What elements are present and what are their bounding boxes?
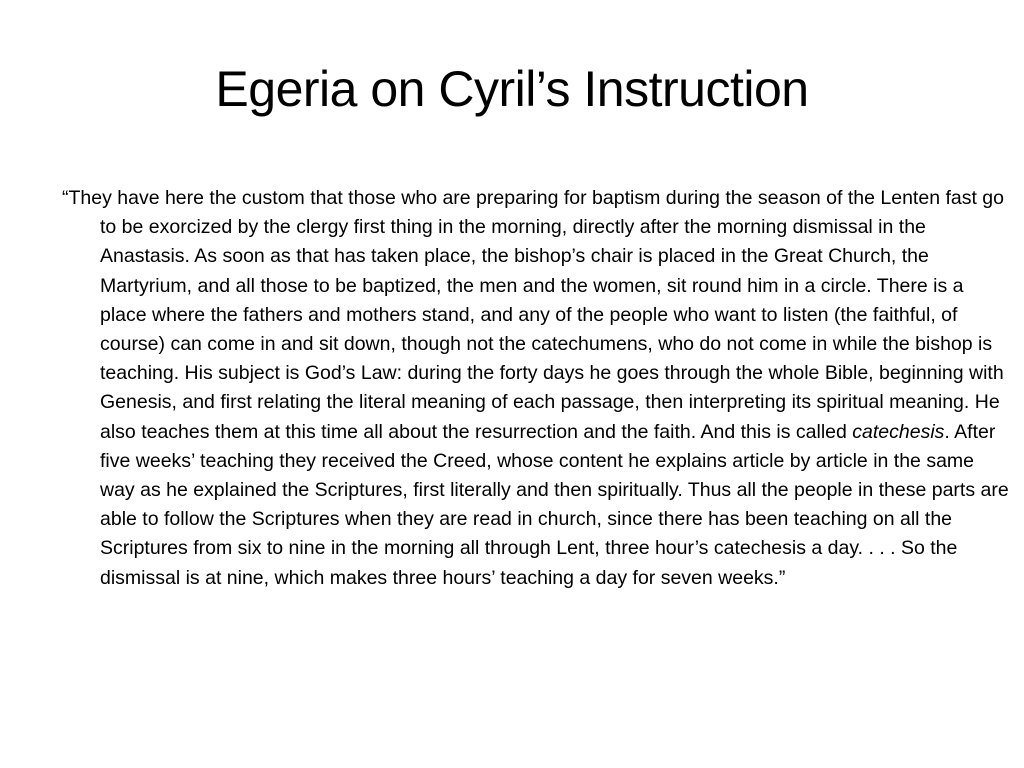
quote-paragraph: [62, 184, 1010, 593]
quote-text-part-1: “They have here the custom that those who are preparing for baptism during the season of the Lenten fast go to be exorcized by the clergy first thing in the morning, directly after the morning dismissal in the Anastasis. As soon as that has taken place, the bishop’s chair is placed in the Great Church, the Martyrium, and all those to be baptized, the men and the women, sit round him in a circle. There is a place where the fathers and mothers stand, and any of the people who want to listen (the faithful, of course) can come in and sit down, though not the catechumens, who do not come in while the bishop is teaching. His subject is God’s Law: during the forty days he goes through the whole Bible, beginning with Genesis, and first relating the literal meaning of each passage, then interpreting its spiritual meaning. He also teaches them at this time all about the resurrection and the faith. And this is called: [62, 187, 1004, 443]
quote-text-part-2: . After five weeks’ teaching they received the Creed, whose content he explains article by article in the same way as he explained the Scriptures, first literally and then spiritually. Thus all the people in these parts are able to follow the Scriptures when they are read in church, since there has been teaching on all the Scriptures from six to nine in the morning all through Lent, three hour’s catechesis a day. . . . So the dismissal is at nine, which makes three hours’ teaching a day for seven weeks.”: [100, 420, 1009, 589]
quote-emphasis-term: catechesis: [852, 420, 945, 443]
slide-title: Egeria on Cyril’s Instruction: [215, 61, 809, 117]
